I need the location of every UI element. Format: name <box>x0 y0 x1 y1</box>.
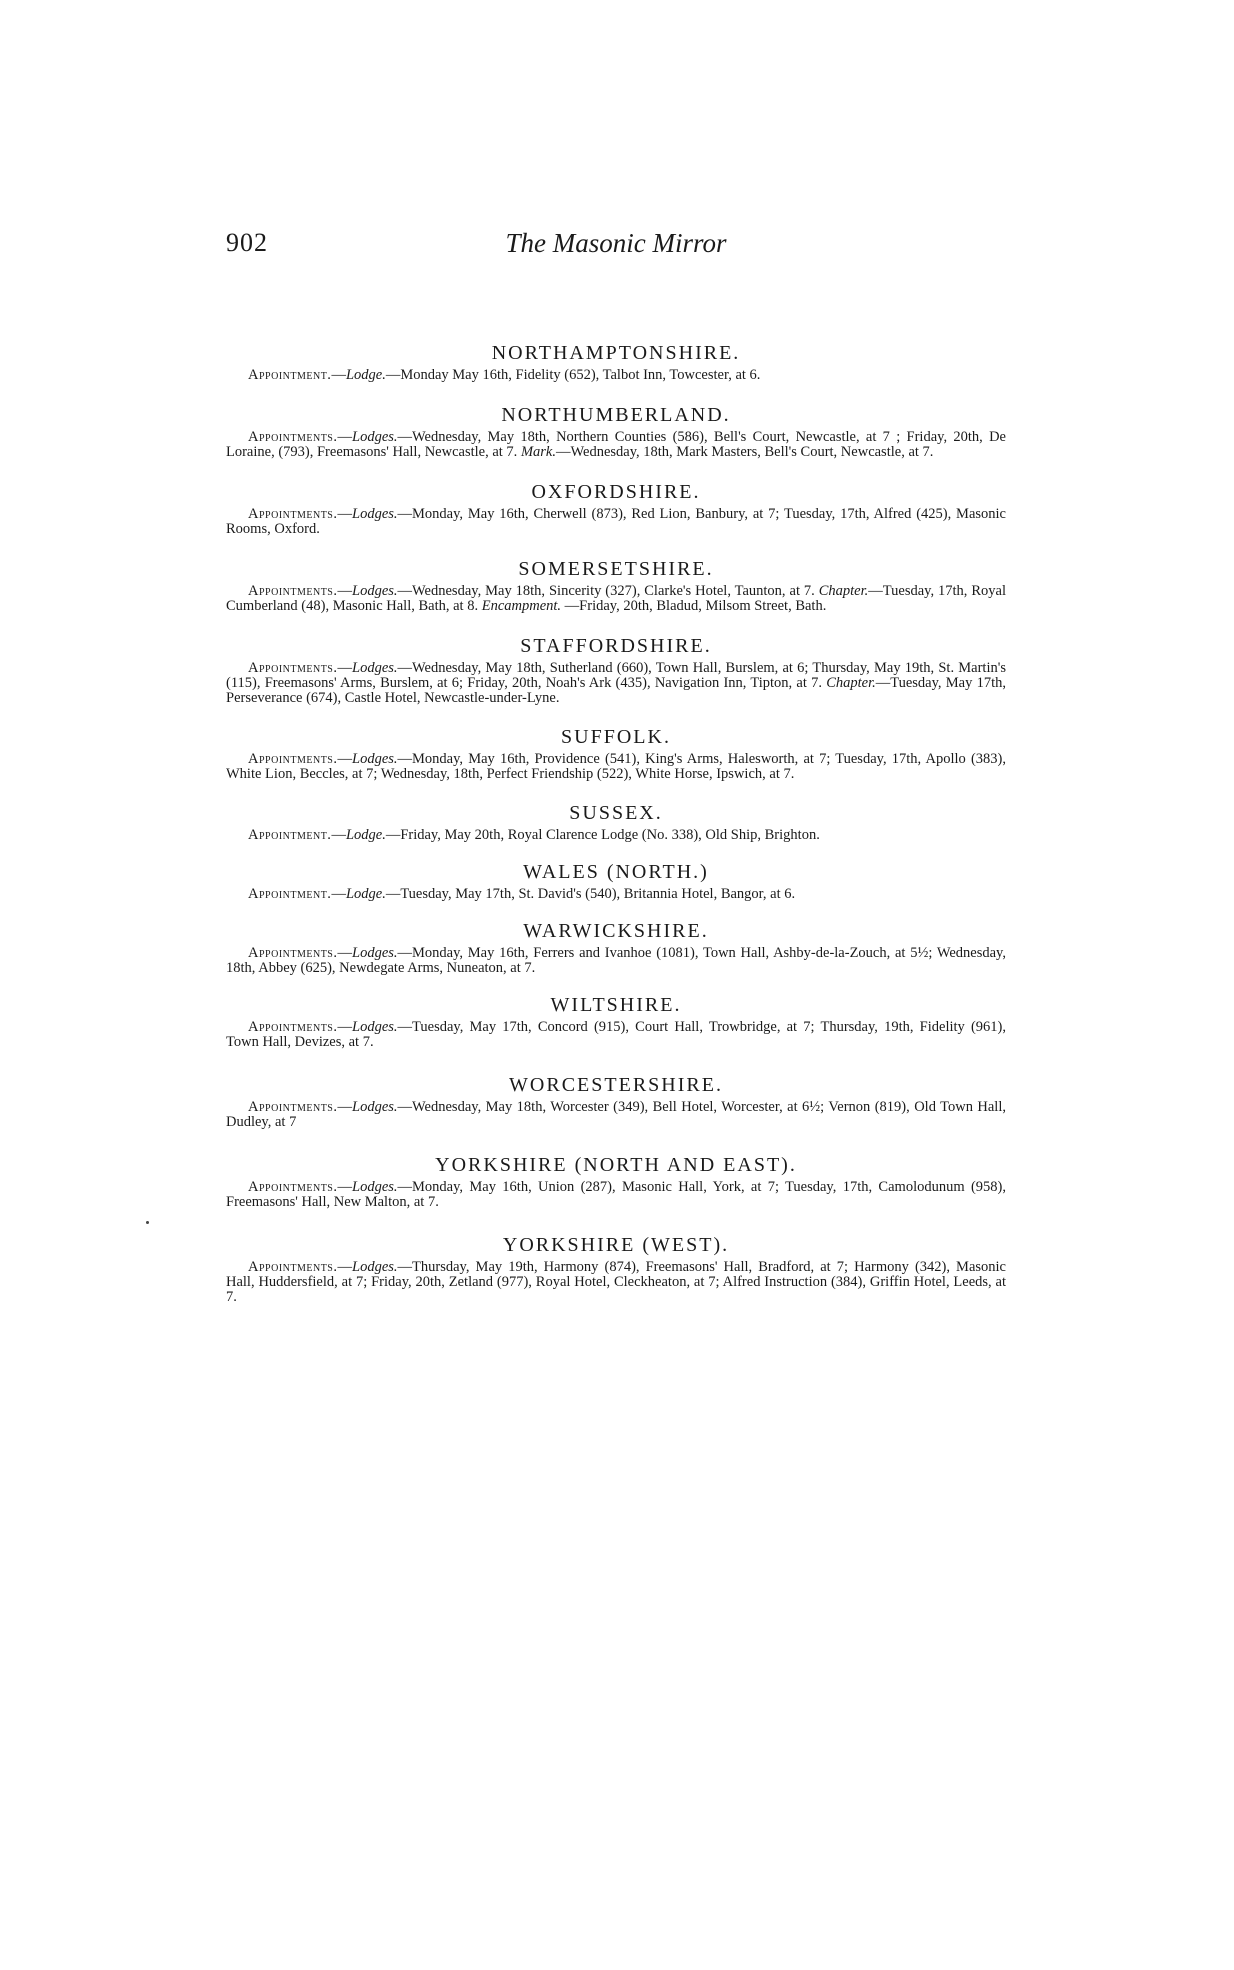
county-heading: YORKSHIRE (WEST). <box>502 1234 730 1256</box>
appointment-entry <box>226 946 1006 976</box>
appointment-entry <box>226 507 1006 537</box>
county-section <box>226 992 1006 1050</box>
label-dash: — <box>337 751 352 767</box>
meeting-type: Encampment. <box>481 598 562 614</box>
meeting-details: —Friday, May 20th, Royal Clarence Lodge (No. 338), Old Ship, Brighton. <box>385 827 820 843</box>
county-section <box>226 1072 1006 1130</box>
lodge-appointments-list <box>226 322 1006 1305</box>
meeting-type: Lodges. <box>352 1019 398 1035</box>
appointment-entry <box>226 752 1006 782</box>
meeting-details: —Monday, May 16th, Union (287), Masonic Hall, York, at 7; Tuesday, 17th, Camolodunum (958), Freemasons' Hall, New Malton, at 7. <box>226 1179 1006 1210</box>
meeting-type: Lodges. <box>352 1099 398 1115</box>
meeting-type: Lodges. <box>352 583 398 599</box>
appointment-label: Appointments. <box>248 1179 338 1195</box>
meeting-details: —Monday, May 16th, Providence (541), King's Arms, Halesworth, at 7; Tuesday, 17th, Apollo (383), White Lion, Beccles, at 7; Wednesday, 18th, Perfect Friendship (522), White Horse, Ipswich, at 7. <box>226 751 1006 782</box>
meeting-type: Chapter. <box>818 583 869 599</box>
meeting-details: —Wednesday, May 18th, Sincerity (327), Clarke's Hotel, Taunton, at 7. <box>397 583 819 599</box>
meeting-details: —Wednesday, May 18th, Worcester (349), Bell Hotel, Worcester, at 6½; Vernon (819), Old Town Hall, Dudley, at 7 <box>226 1099 1006 1130</box>
meeting-type: Lodge. <box>345 886 386 902</box>
print-speck <box>146 1221 149 1224</box>
appointment-label: Appointments. <box>248 945 338 961</box>
meeting-details: —Monday May 16th, Fidelity (652), Talbot Inn, Towcester, at 6. <box>385 367 761 383</box>
meeting-details: —Monday, May 16th, Ferrers and Ivanhoe (1081), Town Hall, Ashby-de-la-Zouch, at 5½; Wednesday, 18th, Abbey (625), Newdegate Arms, Nuneaton, at 7. <box>226 945 1006 976</box>
meeting-details: —Tuesday, 17th, Royal Cumberland (48), Masonic Hall, Bath, at 8. <box>226 583 1006 614</box>
running-head <box>226 228 1006 268</box>
meeting-details: —Monday, May 16th, Cherwell (873), Red Lion, Banbury, at 7; Tuesday, 17th, Alfred (425), Masonic Rooms, Oxford. <box>226 506 1006 537</box>
county-heading: SUSSEX. <box>569 802 663 824</box>
appointment-label: Appointments. <box>248 506 338 522</box>
appointment-entry <box>226 430 1006 460</box>
meeting-type: Lodge. <box>345 827 386 843</box>
appointment-entry <box>226 1260 1006 1305</box>
appointment-entry <box>226 1100 1006 1130</box>
appointment-label: Appointment. <box>248 886 332 902</box>
meeting-type: Lodges. <box>352 506 398 522</box>
appointment-label: Appointment. <box>248 367 332 383</box>
label-dash: — <box>337 660 352 676</box>
label-dash: — <box>337 506 352 522</box>
meeting-type: Lodges. <box>352 429 398 445</box>
appointment-label: Appointments. <box>248 751 338 767</box>
county-section <box>226 633 1006 706</box>
meeting-type: Mark. <box>520 444 556 460</box>
meeting-details: —Tuesday, May 17th, Perseverance (674), Castle Hotel, Newcastle-under-Lyne. <box>226 675 1006 706</box>
appointment-entry <box>226 887 1006 902</box>
county-heading: WILTSHIRE. <box>550 994 682 1016</box>
label-dash: — <box>337 429 352 445</box>
county-section <box>226 1232 1006 1305</box>
county-section <box>226 1152 1006 1210</box>
appointment-entry <box>226 828 1006 843</box>
county-heading: SUFFOLK. <box>561 726 671 748</box>
county-heading: WALES (NORTH.) <box>523 861 709 883</box>
appointment-label: Appointments. <box>248 660 338 676</box>
label-dash: — <box>331 886 346 902</box>
meeting-type: Chapter. <box>826 675 876 691</box>
label-dash: — <box>337 945 352 961</box>
county-section <box>226 479 1006 537</box>
county-heading: STAFFORDSHIRE. <box>520 635 712 657</box>
label-dash: — <box>337 1179 352 1195</box>
meeting-type: Lodges. <box>352 1259 398 1275</box>
appointment-entry <box>226 661 1006 706</box>
appointment-entry <box>226 368 1006 383</box>
county-section <box>226 340 1006 383</box>
meeting-type: Lodge. <box>345 367 386 383</box>
label-dash: — <box>337 1099 352 1115</box>
appointment-label: Appointments. <box>248 1259 338 1275</box>
county-heading: WORCESTERSHIRE. <box>509 1074 723 1096</box>
label-dash: — <box>331 367 346 383</box>
county-section <box>226 859 1006 902</box>
meeting-details: —Wednesday, 18th, Mark Masters, Bell's Court, Newcastle, at 7. <box>555 444 934 460</box>
meeting-details: —Thursday, May 19th, Harmony (874), Freemasons' Hall, Bradford, at 7; Harmony (342), Masonic Hall, Huddersfield, at 7; Friday, 20th, Zetland (977), Royal Hotel, Cleckheaton, at 7; Alfred Instruction (384), Griffin Hotel, Leeds, at 7. <box>226 1259 1006 1305</box>
county-heading: NORTHAMPTONSHIRE. <box>491 342 741 364</box>
county-section <box>226 918 1006 976</box>
appointment-label: Appointments. <box>248 1099 338 1115</box>
meeting-details: —Friday, 20th, Bladud, Milsom Street, Bath. <box>561 598 827 614</box>
label-dash: — <box>337 1019 352 1035</box>
county-heading: SOMERSETSHIRE. <box>518 558 714 580</box>
county-section <box>226 556 1006 614</box>
appointment-label: Appointments. <box>248 1019 338 1035</box>
meeting-type: Lodges. <box>352 751 398 767</box>
appointment-label: Appointments. <box>248 429 338 445</box>
meeting-details: —Tuesday, May 17th, St. David's (540), Britannia Hotel, Bangor, at 6. <box>385 886 796 902</box>
label-dash: — <box>337 1259 352 1275</box>
county-heading: WARWICKSHIRE. <box>523 920 709 942</box>
county-section <box>226 800 1006 843</box>
label-dash: — <box>331 827 346 843</box>
page-number: 902 <box>226 228 268 257</box>
label-dash: — <box>337 583 352 599</box>
county-heading: OXFORDSHIRE. <box>531 481 701 503</box>
county-section <box>226 402 1006 460</box>
county-section <box>226 724 1006 782</box>
county-heading: NORTHUMBERLAND. <box>501 404 731 426</box>
meeting-type: Lodges. <box>352 945 398 961</box>
appointment-entry <box>226 1020 1006 1050</box>
meeting-details: —Wednesday, May 18th, Northern Counties (586), Bell's Court, Newcastle, at 7 ; Friday, 20th, De Loraine, (793), Freemasons' Hall, Newcastle, at 7. <box>226 429 1006 460</box>
county-heading: YORKSHIRE (NORTH AND EAST). <box>435 1154 797 1176</box>
meeting-type: Lodges. <box>352 1179 398 1195</box>
appointment-label: Appointments. <box>248 583 338 599</box>
appointment-entry <box>226 1180 1006 1210</box>
appointment-label: Appointment. <box>248 827 332 843</box>
appointment-entry <box>226 584 1006 614</box>
journal-title: The Masonic Mirror <box>505 228 727 258</box>
meeting-details: —Tuesday, May 17th, Concord (915), Court Hall, Trowbridge, at 7; Thursday, 19th, Fidelity (961), Town Hall, Devizes, at 7. <box>226 1019 1006 1050</box>
meeting-type: Lodges. <box>352 660 398 676</box>
meeting-details: —Wednesday, May 18th, Sutherland (660), Town Hall, Burslem, at 6; Thursday, May 19th, St. Martin's (115), Freemasons' Arms, Burslem, at 6; Friday, 20th, Noah's Ark (435), Navigation Inn, Tipton, at 7. <box>226 660 1006 691</box>
